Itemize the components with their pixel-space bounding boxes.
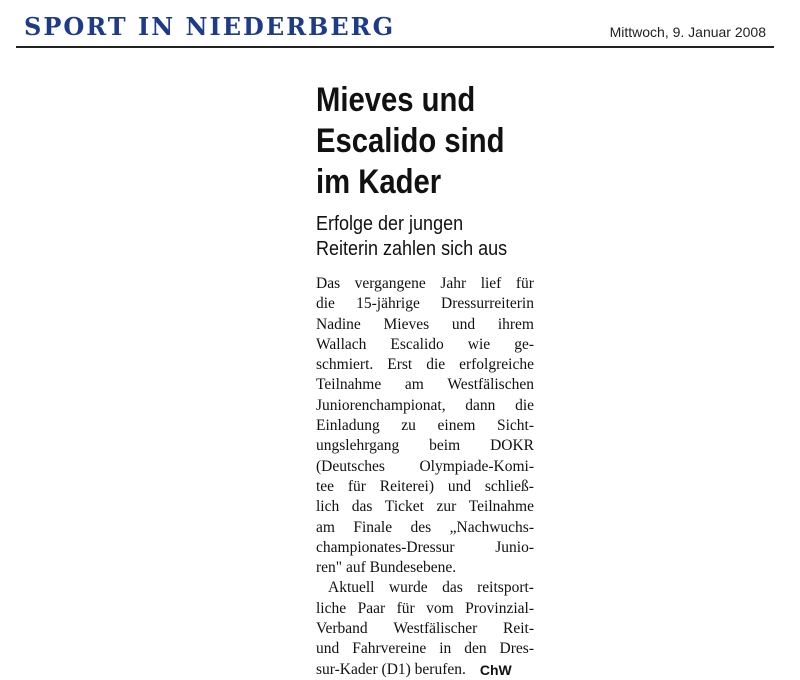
word: Jahr xyxy=(440,275,467,292)
word: Reiterei) xyxy=(379,477,435,495)
word: ge- xyxy=(514,335,534,353)
word: „Nachwuchs- xyxy=(449,518,534,536)
line-text: ren" auf Bundesebene. xyxy=(316,559,457,577)
word: Verband xyxy=(316,620,368,638)
word: Wallach xyxy=(316,335,367,353)
body-line xyxy=(316,457,534,477)
word: Ticket xyxy=(384,498,424,516)
section-masthead: SPORT IN NIEDERBERG xyxy=(24,12,396,41)
word: Paar xyxy=(357,599,386,617)
word: am xyxy=(316,518,335,536)
word: und xyxy=(316,640,340,658)
word: (Deutsches xyxy=(316,457,385,475)
word: die xyxy=(426,356,446,374)
word: DOKR xyxy=(490,437,534,455)
header-rule xyxy=(16,46,774,48)
word: Teilnahme xyxy=(316,376,382,394)
body-line xyxy=(316,416,534,436)
word: Fahrvereine xyxy=(352,640,427,658)
headline-line: Escalido sind xyxy=(316,122,505,160)
paragraph xyxy=(316,578,534,679)
word: Erst xyxy=(387,356,413,374)
word: Sicht- xyxy=(496,417,534,435)
article-subheadline xyxy=(316,212,507,262)
body-line xyxy=(316,518,534,538)
body-line xyxy=(316,599,534,619)
word: Dres- xyxy=(499,640,534,658)
word: das xyxy=(351,498,373,516)
body-line xyxy=(316,619,534,639)
word: Aktuell xyxy=(328,579,375,597)
word: des xyxy=(410,518,432,536)
word: Escalido xyxy=(390,335,444,353)
body-line xyxy=(316,538,534,558)
body-line xyxy=(316,335,534,355)
word: zur xyxy=(436,498,457,516)
word: liche xyxy=(316,599,347,617)
body-line xyxy=(316,436,534,456)
article-body xyxy=(316,274,534,680)
word: schmiert. xyxy=(316,356,374,374)
word: für xyxy=(515,275,534,292)
word: Westfälischer xyxy=(393,620,478,638)
word: lich xyxy=(316,498,340,516)
word: am xyxy=(404,376,424,394)
word: Mieves xyxy=(383,315,430,333)
word: vom xyxy=(426,599,454,617)
word: wurde xyxy=(388,579,428,597)
word: Teilnahme xyxy=(468,498,534,516)
body-line xyxy=(316,294,534,314)
subhead-line: Erfolge der jungen xyxy=(316,213,464,235)
word: championates-Dressur xyxy=(316,538,455,556)
article-headline xyxy=(316,80,574,203)
paragraph xyxy=(316,274,534,578)
word: lief xyxy=(480,275,502,292)
author-byline: ChW xyxy=(479,661,512,678)
word: reitsport- xyxy=(477,579,534,597)
word: Finale xyxy=(353,518,393,536)
word: für xyxy=(396,599,415,617)
word: erfolgreiche xyxy=(459,356,534,374)
word: ihrem xyxy=(497,315,534,333)
word: schließ- xyxy=(484,477,534,495)
word: Westfälischen xyxy=(447,376,534,394)
word: für xyxy=(347,477,366,495)
publication-date: Mittwoch, 9. Januar 2008 xyxy=(609,24,766,40)
word: ungslehrgang xyxy=(316,437,400,455)
line-text: sur-Kader (D1) berufen. xyxy=(316,660,466,678)
word: wie xyxy=(467,335,491,353)
word: den xyxy=(464,640,487,658)
word: Reit- xyxy=(503,620,534,638)
word: dann xyxy=(465,396,496,414)
word: und xyxy=(447,477,472,495)
word: die xyxy=(515,396,534,414)
body-line xyxy=(316,355,534,375)
word: Juniorenchampionat, xyxy=(316,396,446,414)
word: die xyxy=(316,295,335,313)
body-line xyxy=(316,578,534,598)
word: Provinzial- xyxy=(465,599,534,617)
body-line xyxy=(316,396,534,416)
body-line xyxy=(316,497,534,517)
word: das xyxy=(442,579,463,597)
word: und xyxy=(451,315,476,333)
word: einem xyxy=(437,417,476,435)
body-line xyxy=(316,274,534,294)
word: in xyxy=(439,640,452,658)
word: vergangene xyxy=(354,275,426,292)
word: zu xyxy=(401,417,416,435)
word: Das xyxy=(316,275,341,292)
body-line xyxy=(316,315,534,335)
body-line xyxy=(316,558,534,578)
subhead-line: Reiterin zahlen sich aus xyxy=(316,238,508,260)
word: tee xyxy=(316,477,335,495)
word: beim xyxy=(429,437,461,455)
word: 15-jährige xyxy=(356,295,420,313)
word: Olympiade-Komi- xyxy=(419,457,534,475)
body-line xyxy=(316,639,534,659)
headline-line: im Kader xyxy=(316,163,442,201)
word: Junio- xyxy=(495,538,534,556)
body-line xyxy=(316,375,534,395)
word: Nadine xyxy=(316,315,361,333)
word: Dressurreiterin xyxy=(441,295,534,313)
headline-line: Mieves und xyxy=(316,81,476,119)
word: Einladung xyxy=(316,417,380,435)
body-line xyxy=(316,477,534,497)
